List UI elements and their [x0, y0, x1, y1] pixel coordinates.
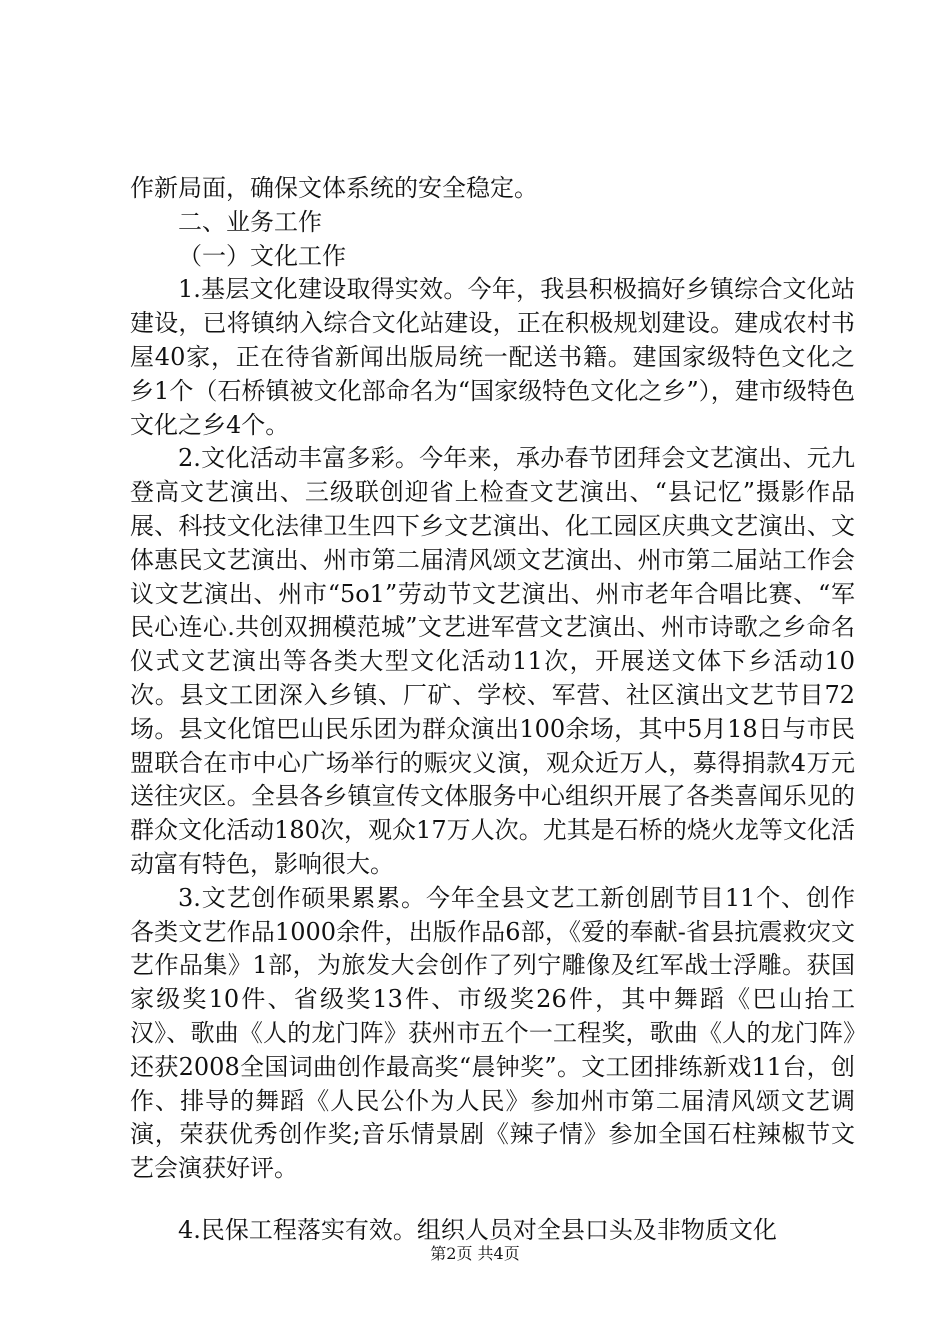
paragraph-continuation: 作新局面，确保文体系统的安全稳定。: [130, 174, 538, 202]
paragraph-2: 2.文化活动丰富多彩。今年来，承办春节团拜会文艺演出、元九登高文艺演出、三级联创迎省上检查文艺演出、“县记忆”摄影作品展、科技文化法律卫生四下乡文艺演出、化工园区庆典文艺演出、文体惠民文艺演出、州市第二届清风颂文艺演出、州市第二届站工作会议文艺演出、州市“5o1”劳动节文艺演出、州市老年合唱比赛、“军民心连心.共创双拥模范城”文艺进军营文艺演出、州市诗歌之乡命名仪式文艺演出等各类大型文化活动11次，开展送文体下乡活动10次。县文工团深入乡镇、厂矿、学校、军营、社区演出文艺节目72场。县文化馆巴山民乐团为群众演出100余场，其中5月18日与市民盟联合在市中心广场举行的赈灾义演，观众近万人，募得捐款4万元送往灾区。全县各乡镇宣传文体服务中心组织开展了各类喜闻乐见的群众文化活动180次，观众17万人次。尤其是石桥的烧火龙等文化活动富有特色，影响很大。: [130, 444, 855, 878]
paragraph-4: 4.民保工程落实有效。组织人员对全县口头及非物质文化: [178, 1215, 777, 1244]
paragraph-1: 1.基层文化建设取得实效。今年，我县积极搞好乡镇综合文化站建设，已将镇纳入综合文化站建设，正在积极规划建设。建成农村书屋40家，正在待省新闻出版局统一配送书籍。建国家级特色文化之乡1个（石桥镇被文化部命名为“国家级特色文化之乡”），建市级特色文化之乡4个。: [130, 275, 855, 439]
page-number-footer: 第2页 共4页: [430, 1244, 520, 1263]
paragraph-3: 3.文艺创作硕果累累。今年全县文艺工新创剧节目11个、创作各类文艺作品1000余件，出版作品6部，《爱的奉献-省县抗震救灾文艺作品集》1部，为旅发大会创作了列宁雕像及红军战士浮雕。获国家级奖10件、省级奖13件、市级奖26件，其中舞蹈《巴山抬工汉》、歌曲《人的龙门阵》获州市五个一工程奖，歌曲《人的龙门阵》还获2008全国词曲创作最高奖“晨钟奖”。文工团排练新戏11台，创作、排导的舞蹈《人民公仆为人民》参加州市第二届清风颂文艺调演，荣获优秀创作奖;音乐情景剧《辣子情》参加全国石柱辣椒节文艺会演获好评。: [130, 883, 855, 1183]
section-heading: 二、业务工作: [178, 207, 322, 236]
document-body: [130, 172, 855, 1248]
subsection-heading: （一）文化工作: [178, 241, 346, 270]
